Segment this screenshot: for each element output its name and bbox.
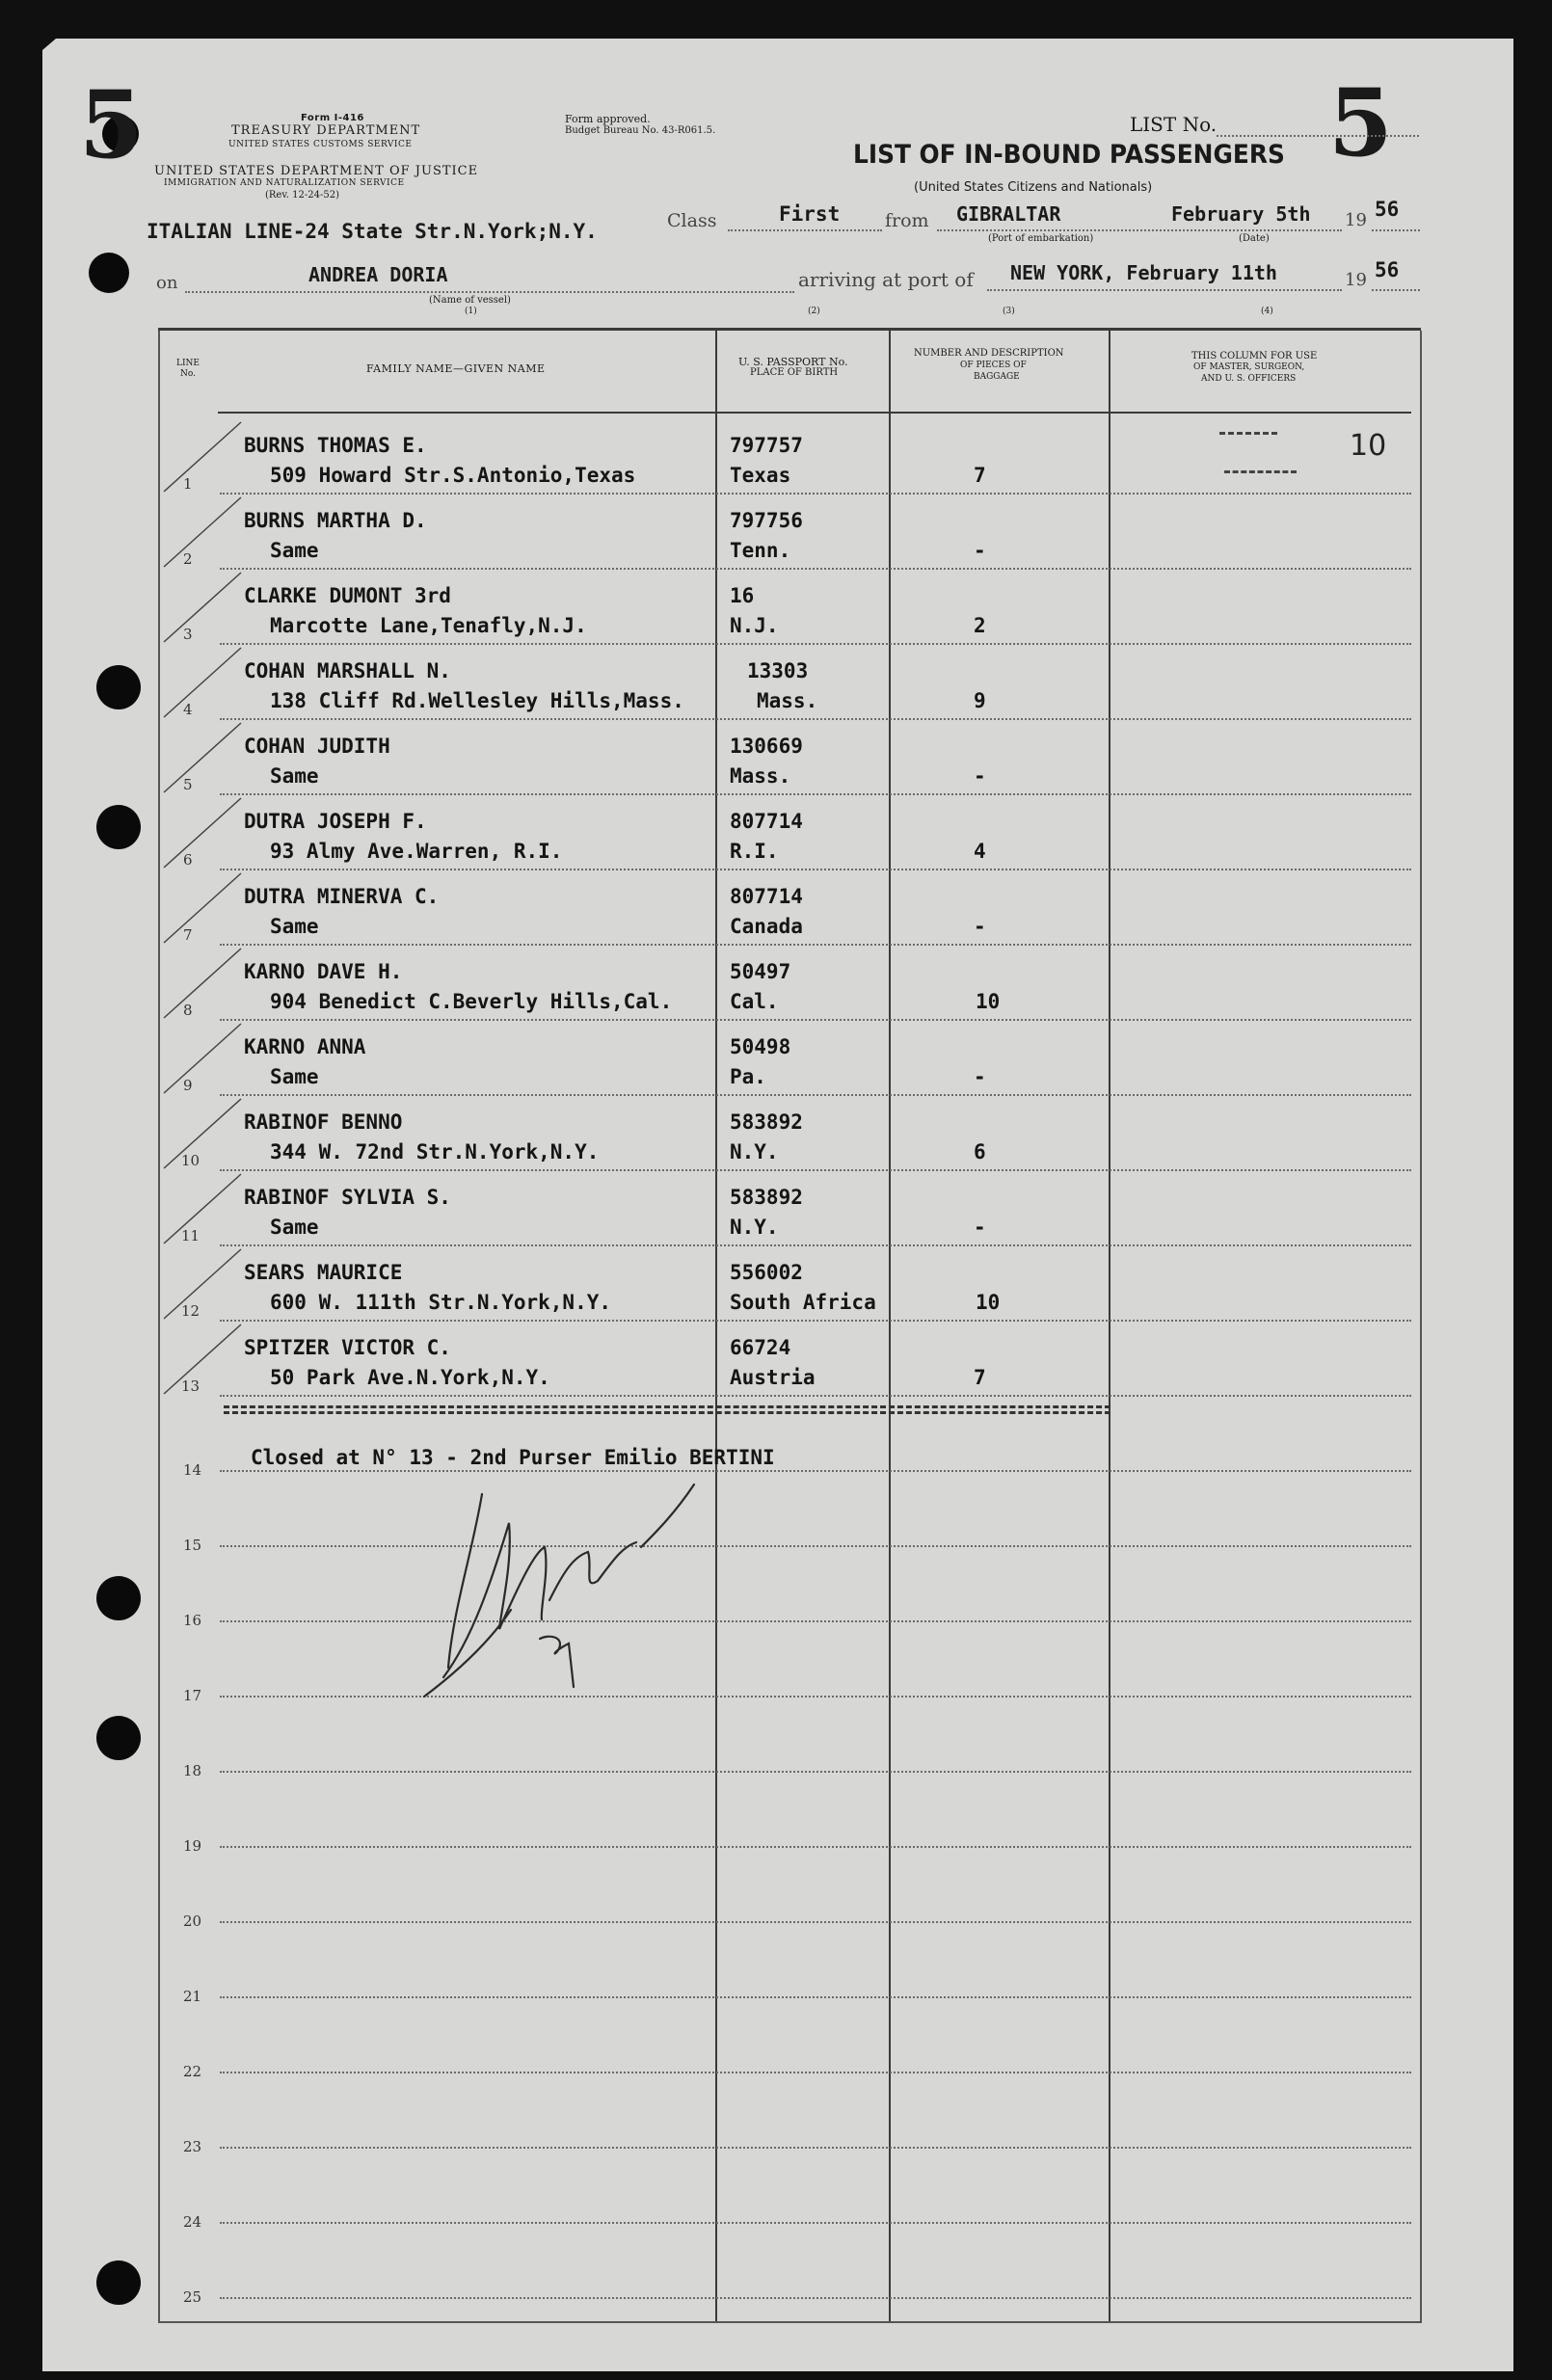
- line-number: 21: [183, 1988, 202, 2005]
- passenger-address: 509 Howard Str.S.Antonio,Texas: [270, 464, 636, 487]
- officer-note: 10: [1350, 429, 1387, 463]
- signature-scribble: [405, 1465, 752, 1706]
- corner-number-left: 5: [79, 70, 144, 179]
- passport-number: 66724: [730, 1336, 791, 1359]
- baggage-count: 10: [976, 990, 1001, 1013]
- passenger-name: KARNO ANNA: [244, 1035, 366, 1058]
- passport-number: 50497: [730, 960, 791, 983]
- line-number: 25: [183, 2288, 202, 2306]
- caption-1: (1): [465, 307, 477, 316]
- port-of-embarkation: GIBRALTAR: [956, 202, 1061, 226]
- punch-hole: [96, 2260, 141, 2305]
- place-of-birth: Canada: [730, 915, 803, 938]
- line-number: 20: [183, 1912, 202, 1930]
- passenger-name: BURNS MARTHA D.: [244, 509, 427, 532]
- line-number: 18: [183, 1762, 202, 1779]
- caption-3: (3): [1003, 307, 1015, 316]
- justice-label: UNITED STATES DEPARTMENT OF JUSTICE: [154, 164, 479, 178]
- line-number: 12: [181, 1302, 201, 1320]
- class-label: Class: [667, 210, 717, 231]
- passenger-address: 344 W. 72nd Str.N.York,N.Y.: [270, 1140, 600, 1163]
- col-baggage-3: BAGGAGE: [974, 372, 1020, 382]
- port-embark-caption: (Port of embarkation): [988, 233, 1094, 244]
- passenger-address: 138 Cliff Rd.Wellesley Hills,Mass.: [270, 689, 684, 712]
- passenger-name: COHAN JUDITH: [244, 735, 390, 758]
- passport-number: 16: [730, 584, 755, 607]
- place-of-birth: Mass.: [730, 764, 791, 788]
- passenger-address: Same: [270, 539, 319, 562]
- line-number: 16: [183, 1612, 202, 1629]
- place-of-birth: Pa.: [730, 1065, 766, 1088]
- line-number: 17: [183, 1687, 202, 1704]
- punch-hole: [96, 665, 141, 709]
- passport-number: 583892: [730, 1186, 803, 1209]
- date-caption: (Date): [1239, 233, 1270, 244]
- arrival-year-prefix: 19: [1345, 270, 1367, 290]
- arrival-year: 56: [1375, 258, 1400, 281]
- baggage-count: 6: [974, 1140, 986, 1163]
- place-of-birth: Mass.: [757, 689, 818, 712]
- place-of-birth: Tenn.: [730, 539, 791, 562]
- baggage-count: -: [974, 539, 986, 562]
- passenger-name: BURNS THOMAS E.: [244, 434, 427, 457]
- col-baggage-1: NUMBER AND DESCRIPTION: [914, 348, 1064, 359]
- passenger-address: 50 Park Ave.N.York,N.Y.: [270, 1366, 550, 1389]
- closing-note: Closed at N° 13 - 2nd Purser Emilio BERTINI: [251, 1446, 775, 1469]
- passport-number: 556002: [730, 1261, 803, 1284]
- passport-number: 130669: [730, 735, 803, 758]
- col-name: FAMILY NAME—GIVEN NAME: [366, 362, 546, 375]
- passport-number: 583892: [730, 1110, 803, 1134]
- arrival-port-date: NEW YORK, February 11th: [1010, 261, 1277, 284]
- passenger-name: DUTRA MINERVA C.: [244, 885, 440, 908]
- list-no-label: LIST No.: [1130, 113, 1218, 136]
- passenger-address: Same: [270, 1065, 319, 1088]
- passport-number: 797757: [730, 434, 803, 457]
- corner-number-right: 5: [1328, 68, 1393, 177]
- place-of-birth: Cal.: [730, 990, 779, 1013]
- col-officers-1: THIS COLUMN FOR USE: [1191, 351, 1318, 361]
- on-label: on: [156, 273, 178, 293]
- place-of-birth: N.J.: [730, 614, 779, 637]
- line-number: 9: [183, 1077, 193, 1094]
- place-of-birth: N.Y.: [730, 1140, 779, 1163]
- baggage-count: 7: [974, 464, 986, 487]
- baggage-count: 4: [974, 840, 986, 863]
- shipping-company: ITALIAN LINE-24 State Str.N.York;N.Y.: [147, 220, 598, 243]
- baggage-count: -: [974, 915, 986, 938]
- year-prefix: 19: [1345, 210, 1367, 230]
- passenger-name: CLARKE DUMONT 3rd: [244, 584, 451, 607]
- line-number: 4: [183, 701, 193, 718]
- col-officers-2: OF MASTER, SURGEON,: [1193, 362, 1305, 372]
- passenger-address: Same: [270, 915, 319, 938]
- passenger-name: RABINOF SYLVIA S.: [244, 1186, 451, 1209]
- passenger-address: Marcotte Lane,Tenafly,N.J.: [270, 614, 587, 637]
- line-number: 23: [183, 2138, 202, 2155]
- customs-label: UNITED STATES CUSTOMS SERVICE: [228, 140, 413, 149]
- passenger-name: DUTRA JOSEPH F.: [244, 810, 427, 833]
- arriving-label: arriving at port of: [798, 268, 974, 291]
- passport-number: 807714: [730, 885, 803, 908]
- passport-number: 807714: [730, 810, 803, 833]
- place-of-birth: Texas: [730, 464, 791, 487]
- passenger-address: Same: [270, 1216, 319, 1239]
- departure-year: 56: [1375, 198, 1400, 221]
- class-value: First: [779, 202, 841, 226]
- line-number: 3: [183, 626, 193, 643]
- baggage-count: -: [974, 1216, 986, 1239]
- line-number: 6: [183, 851, 193, 869]
- punch-hole: [89, 253, 129, 293]
- baggage-count: 7: [974, 1366, 986, 1389]
- line-number: 11: [181, 1227, 201, 1244]
- passenger-name: SPITZER VICTOR C.: [244, 1336, 451, 1359]
- treasury-label: TREASURY DEPARTMENT: [231, 123, 421, 138]
- from-label: from: [885, 210, 929, 231]
- line-number: 14: [183, 1461, 202, 1479]
- form-approved: Form approved.: [565, 113, 651, 125]
- line-number: 2: [183, 550, 193, 568]
- passenger-address: 904 Benedict C.Beverly Hills,Cal.: [270, 990, 673, 1013]
- place-of-birth: South Africa: [730, 1291, 876, 1314]
- budget-bureau: Budget Bureau No. 43-R061.5.: [565, 125, 716, 136]
- baggage-count: -: [974, 764, 986, 788]
- line-number: 1: [183, 475, 193, 493]
- line-number: 7: [183, 926, 193, 944]
- passenger-name: COHAN MARSHALL N.: [244, 659, 451, 682]
- line-number: 19: [183, 1837, 202, 1855]
- passport-number: 13303: [747, 659, 809, 682]
- baggage-count: 9: [974, 689, 986, 712]
- passenger-address: 93 Almy Ave.Warren, R.I.: [270, 840, 563, 863]
- vessel-caption: (Name of vessel): [429, 295, 511, 306]
- line-number: 13: [181, 1377, 201, 1395]
- departure-date: February 5th: [1171, 202, 1311, 226]
- punch-hole: [96, 1716, 141, 1760]
- punch-hole: [96, 1576, 141, 1620]
- col-passport: U. S. PASSPORT No.: [738, 356, 848, 368]
- vessel-name: ANDREA DORIA: [308, 263, 448, 286]
- baggage-count: -: [974, 1065, 986, 1088]
- page-title: LIST OF IN-BOUND PASSENGERS: [853, 140, 1285, 170]
- page-subtitle: (United States Citizens and Nationals): [914, 180, 1153, 195]
- col-birthplace: PLACE OF BIRTH: [750, 367, 839, 378]
- passenger-name: RABINOF BENNO: [244, 1110, 403, 1134]
- punch-hole: [96, 805, 141, 849]
- passenger-name: KARNO DAVE H.: [244, 960, 403, 983]
- revision-label: (Rev. 12-24-52): [265, 190, 340, 201]
- line-number: 15: [183, 1537, 202, 1554]
- place-of-birth: N.Y.: [730, 1216, 779, 1239]
- caption-2: (2): [808, 307, 820, 316]
- place-of-birth: Austria: [730, 1366, 816, 1389]
- line-number: 22: [183, 2063, 202, 2080]
- passport-number: 797756: [730, 509, 803, 532]
- col-line-no: LINE No.: [176, 359, 200, 379]
- form-number: Form I-416: [301, 113, 364, 123]
- line-number: 8: [183, 1002, 193, 1019]
- passenger-name: SEARS MAURICE: [244, 1261, 403, 1284]
- place-of-birth: R.I.: [730, 840, 779, 863]
- passenger-address: Same: [270, 764, 319, 788]
- passenger-address: 600 W. 111th Str.N.York,N.Y.: [270, 1291, 612, 1314]
- passport-number: 50498: [730, 1035, 791, 1058]
- caption-4: (4): [1261, 307, 1273, 316]
- baggage-count: 10: [976, 1291, 1001, 1314]
- check-marks: [145, 414, 260, 1446]
- line-number: 10: [181, 1152, 201, 1169]
- line-number: 5: [183, 776, 193, 793]
- col-officers-3: AND U. S. OFFICERS: [1201, 374, 1297, 384]
- col-baggage-2: OF PIECES OF: [960, 361, 1027, 370]
- baggage-count: 2: [974, 614, 986, 637]
- immigration-label: IMMIGRATION AND NATURALIZATION SERVICE: [164, 178, 405, 188]
- line-number: 24: [183, 2213, 202, 2231]
